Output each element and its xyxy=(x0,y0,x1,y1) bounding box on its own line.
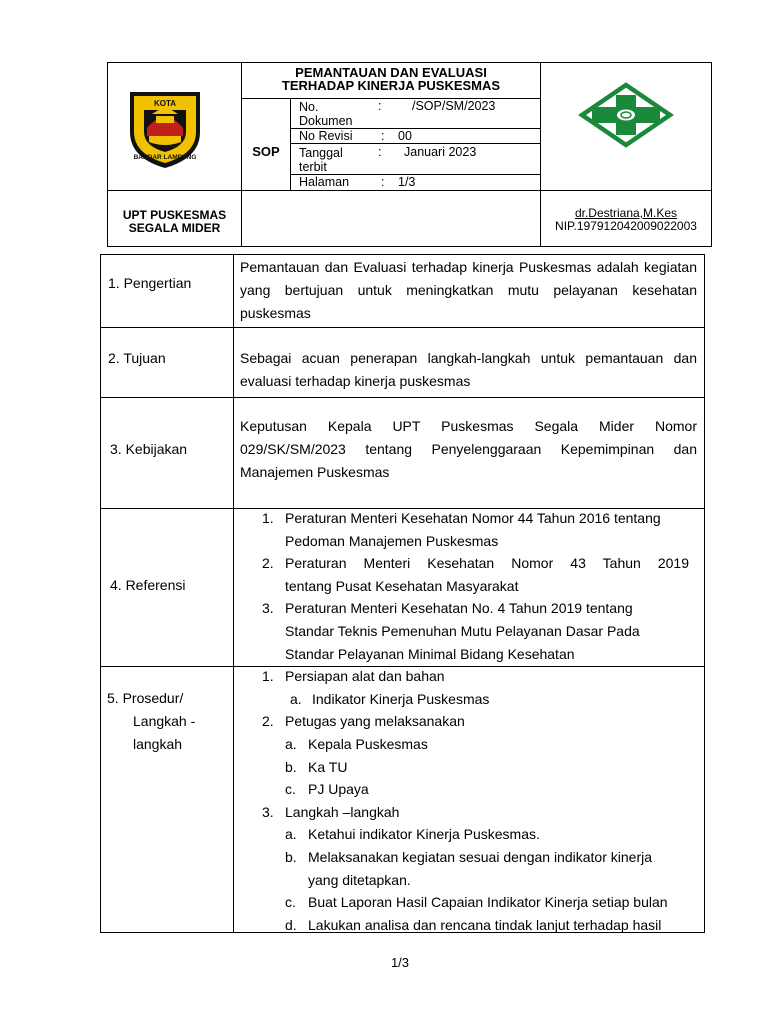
puskesmas-logo xyxy=(578,82,674,148)
meta-sep: : xyxy=(378,99,382,113)
substep-text: Indikator Kinerja Puskesmas xyxy=(312,691,490,707)
section-text-tujuan: Sebagai acuan penerapan langkah-langkah untuk pemantauan dan evaluasi terhadap kinerja puskesmas xyxy=(240,350,697,389)
document-title-line1: PEMANTAUAN DAN EVALUASI xyxy=(295,65,487,80)
unit-name-line2: SEGALA MIDER xyxy=(128,221,221,235)
substep-letter: a. xyxy=(290,691,302,707)
substep-letter: a. xyxy=(285,736,297,752)
step-title: Petugas yang melaksanakan xyxy=(285,713,465,729)
meta-value-tanggal-terbit: Januari 2023 xyxy=(404,145,477,159)
section-text-pengertian: Pemantauan dan Evaluasi terhadap kinerja Puskesmas adalah kegiatan yang bertujuan untuk meningkatkan mutu pelayanan kesehatan puskesmas xyxy=(240,259,697,321)
meta-label-tanggal-terbit: Tanggal terbit xyxy=(299,146,343,174)
section-label-pengertian: 1. Pengertian xyxy=(108,275,192,291)
section-label-prosedur: 5. Prosedur/ xyxy=(107,690,184,706)
signer-name: dr.Destriana,M.Kes xyxy=(574,206,678,220)
list-item-text: Pedoman Manajemen Puskesmas xyxy=(285,533,499,549)
meta-label-no-dokumen: No. Dokumen xyxy=(299,100,353,128)
city-emblem-logo xyxy=(122,86,208,170)
section-label-kebijakan: 3. Kebijakan xyxy=(110,441,188,457)
logo-bottom-text: BANDAR LAMPUNG xyxy=(133,154,197,161)
list-item-text: Peraturan Menteri Kesehatan Nomor 44 Tahun 2016 tentang xyxy=(285,510,661,526)
step-number: 3. xyxy=(262,804,274,820)
meta-label-no-revisi: No Revisi xyxy=(299,129,353,143)
section-label-prosedur-line3: langkah xyxy=(133,736,183,752)
page-number: 1/3 xyxy=(390,955,410,970)
meta-value-halaman: 1/3 xyxy=(398,175,416,189)
substep-letter: c. xyxy=(285,894,296,910)
substep-letter: c. xyxy=(285,781,296,797)
logo-top-text: KOTA xyxy=(153,99,177,108)
substep-text: Ketahui indikator Kinerja Puskesmas. xyxy=(308,826,540,842)
signer-nip: NIP.197912042009022003 xyxy=(555,219,697,233)
substep-letter: d. xyxy=(285,917,297,933)
substep-text: PJ Upaya xyxy=(308,781,369,797)
substep-text: Melaksanakan kegiatan sesuai dengan indikator kinerja xyxy=(308,849,652,865)
step-title: Langkah –langkah xyxy=(285,804,400,820)
meta-sep: : xyxy=(381,175,385,189)
step-title: Persiapan alat dan bahan xyxy=(285,668,445,684)
list-item-number: 1. xyxy=(262,510,274,526)
substep-text: Ka TU xyxy=(308,759,348,775)
list-item-text: Standar Teknis Pemenuhan Mutu Pelayanan Dasar Pada xyxy=(285,623,640,639)
list-item-text: tentang Pusat Kesehatan Masyarakat xyxy=(285,578,519,594)
substep-letter: b. xyxy=(285,759,297,775)
section-label-tujuan: 2. Tujuan xyxy=(108,350,166,366)
section-label-prosedur-line2: Langkah - xyxy=(133,713,196,729)
substep-letter: b. xyxy=(285,849,297,865)
list-item-text: Peraturan Menteri Kesehatan No. 4 Tahun 2019 tentang xyxy=(285,600,633,616)
sop-label: SOP xyxy=(252,144,280,159)
list-item-text: Peraturan Menteri Kesehatan Nomor 43 Tahun 2019 xyxy=(285,555,689,571)
list-item-text: Standar Pelayanan Minimal Bidang Kesehatan xyxy=(285,646,575,662)
meta-value-no-revisi: 00 xyxy=(398,129,412,143)
substep-text: yang ditetapkan. xyxy=(308,872,411,888)
step-number: 2. xyxy=(262,713,274,729)
substep-text: Lakukan analisa dan rencana tindak lanjut terhadap hasil xyxy=(308,917,662,933)
list-item-number: 2. xyxy=(262,555,274,571)
substep-letter: a. xyxy=(285,826,297,842)
section-text-kebijakan: Keputusan Kepala UPT Puskesmas Segala Mider Nomor 029/SK/SM/2023 tentang Penyelenggaraan Kepemimpinan dan Manajemen Puskesmas xyxy=(240,418,697,480)
meta-value-no-dokumen: /SOP/SM/2023 xyxy=(412,99,496,113)
document-title-line2: TERHADAP KINERJA PUSKESMAS xyxy=(281,78,501,93)
meta-sep: : xyxy=(381,129,385,143)
meta-label-halaman: Halaman xyxy=(299,175,350,189)
meta-sep: : xyxy=(378,145,382,159)
unit-name-line1: UPT PUSKESMAS xyxy=(122,208,227,222)
substep-text: Kepala Puskesmas xyxy=(308,736,428,752)
substep-text: Buat Laporan Hasil Capaian Indikator Kinerja setiap bulan xyxy=(308,894,668,910)
section-label-referensi: 4. Referensi xyxy=(110,577,186,593)
step-number: 1. xyxy=(262,668,274,684)
list-item-number: 3. xyxy=(262,600,274,616)
